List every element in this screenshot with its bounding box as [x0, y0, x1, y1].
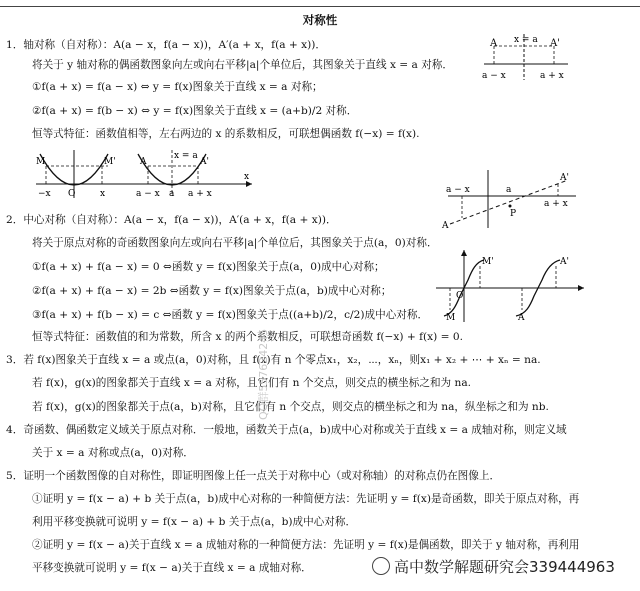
s5-line-4: ②证明 y = f(x − a)关于直线 x = a 成轴对称的一种简便方法：先证明 y = f(x)是偶函数，即关于 y 轴对称，再利用 [32, 539, 580, 551]
s2-heading: 2．中心对称（自对称）：A(a − x，f(a − x))，A′(a + x，f(a + x))． [6, 214, 337, 226]
fig2-label-M: M [36, 157, 46, 167]
s3-line-2: 若 f(x)，g(x)的图象都关于直线 x = a 对称，且它们有 n 个交点，则交点的横坐标之和为 na. [32, 377, 472, 389]
fig3-label-a: a [506, 185, 512, 195]
fig4-label-O: O [456, 291, 464, 301]
fig2-label-x: x [100, 189, 106, 199]
fig4-label-Mp: M' [482, 257, 494, 267]
watermark-vertical: QQ群557624245 [257, 328, 270, 420]
watermark-brand [372, 556, 637, 578]
figure-even-function-shift [32, 146, 258, 204]
fig1-label-xa: x = a [514, 35, 538, 45]
fig3-label-Ap: A' [560, 173, 569, 183]
s5-line-3: 利用平移变换就可说明 y = f(x − a) + b 关于点(a，b)成中心对称． [32, 516, 357, 528]
s1-heading: 1．轴对称（自对称）：A(a − x，f(a − x))，A′(a + x，f(a + x))． [6, 39, 326, 51]
fig1-label-Ap: A' [550, 38, 560, 49]
s1-desc: 将关于 y 轴对称的偶函数图象向左或向右平移|a|个单位后，其图象关于直线 x = a 对称． [32, 59, 453, 71]
s5-line-2: ①证明 y = f(x − a) + b 关于点(a，b)成中心对称的一种简便方法：先证明 y = f(x)是奇函数，即关于原点对称，再 [32, 493, 580, 505]
wechat-logo-icon [372, 557, 390, 575]
s2-formula-3: ③f(a + x) + f(b − x) = c ⇔函数 y = f(x)图象关于点((a+b)/2，c/2)成中心对称． [32, 309, 429, 321]
s3-line-1: 3．若 f(x)图象关于直线 x = a 或点(a，0)对称，且 f(x)有 n 个零点x₁，x₂，⋯，xₙ，则x₁ + x₂ + ⋯ + xₙ = na. [6, 354, 541, 366]
s2-desc: 将关于原点对称的奇函数图象向左或向右平移|a|个单位后，其图象关于点(a，0)对称． [32, 237, 438, 249]
fig1-label-A: A [490, 38, 498, 49]
fig4-label-M: M [446, 313, 456, 323]
top-rule [0, 6, 640, 7]
fig2-label-a: a [169, 189, 175, 199]
fig2-label-mx: −x [38, 189, 51, 199]
s2-feature: 恒等式特征：函数值的和为常数，所含 x 的两个系数相反，可联想奇函数 f(−x) + f(x) = 0. [32, 331, 464, 343]
fig3-label-apx: a + x [544, 199, 568, 209]
s3-line-3: 若 f(x)，g(x)的图象都关于点(a，b)对称，且它们有 n 个交点，则交点的横坐标之和为 na，纵坐标之和为 nb. [32, 401, 549, 413]
figure-center-symmetry-points [440, 166, 580, 232]
s2-formula-1: ①f(a + x) + f(a − x) = 0 ⇔函数 y = f(x)图象关于点(a，0)成中心对称； [32, 261, 385, 273]
fig2-label-Ap: A' [200, 157, 209, 167]
s5-line-1: 5．证明一个函数图像的自对称性，即证明图像上任一点关于对称中心（或对称轴）的对称点仍在图像上． [6, 470, 501, 482]
fig2-label-xa: x = a [174, 151, 198, 161]
fig2-label-amx: a − x [136, 189, 160, 199]
fig3-label-amx: a − x [446, 185, 470, 195]
s1-formula-2: ②f(a + x) = f(b − x) ⇔ y = f(x)图象关于直线 x = (a+b)/2 对称． [32, 105, 358, 117]
s4-line-1: 4．奇函数、偶函数定义域关于原点对称．一般地，函数关于点(a，b)成中心对称或关于直线 x = a 成轴对称，则定义域 [6, 424, 567, 436]
fig1-label-apx: a + x [540, 71, 564, 81]
fig2-label-A: A [140, 157, 147, 167]
fig2-label-apx: a + x [188, 189, 212, 199]
s1-feature: 恒等式特征：函数值相等，左右两边的 x 的系数相反，可联想偶函数 f(−x) = f(x). [32, 128, 420, 140]
figure-axis-symmetry-points [476, 32, 574, 84]
page-title: 对称性 [302, 13, 338, 27]
s5-line-5: 平移变换就可说明 y = f(x − a)关于直线 x = a 成轴对称． [32, 562, 312, 574]
fig2-label-Mp: M' [104, 157, 116, 167]
fig4-label-A: A [518, 313, 525, 323]
fig2-label-xaxis: x [244, 172, 250, 182]
s2-formula-2: ②f(a + x) + f(a − x) = 2b ⇔函数 y = f(x)图象关于点(a，b)成中心对称； [32, 285, 392, 297]
s4-line-2: 关于 x = a 对称或点(a，0)对称． [32, 447, 194, 459]
fig3-label-A: A [442, 221, 449, 231]
watermark-brand-text: 高中数学解题研究会339444963 [394, 558, 615, 576]
fig3-label-P: P [510, 209, 517, 219]
figure-odd-function-shift [434, 248, 586, 324]
s1-formula-1: ①f(a + x) = f(a − x) ⇔ y = f(x)图象关于直线 x = a 对称； [32, 81, 323, 93]
fig1-label-amx: a − x [482, 71, 506, 81]
fig4-label-Ap: A' [560, 257, 569, 267]
fig2-label-O: O [68, 189, 76, 199]
